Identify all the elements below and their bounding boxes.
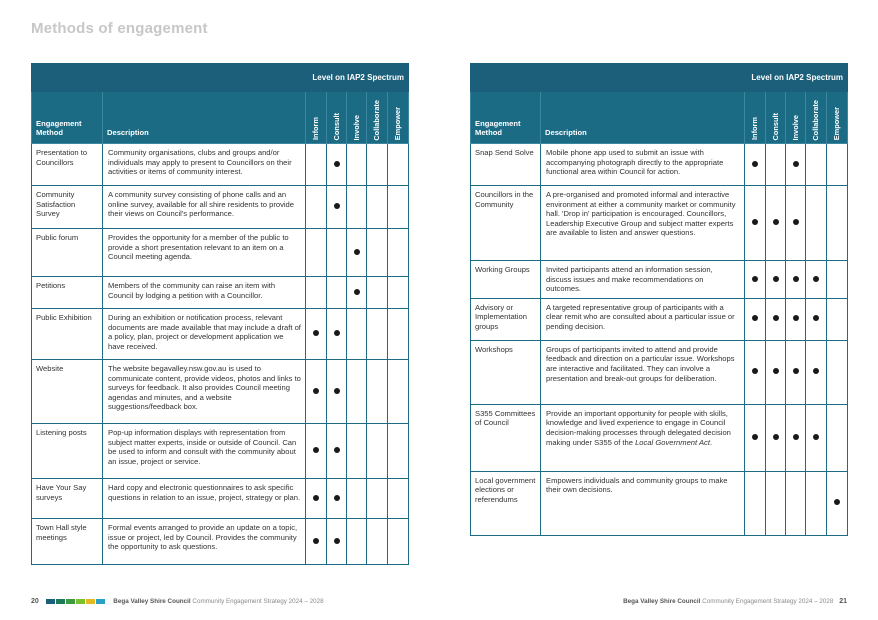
level-dot bbox=[313, 388, 319, 394]
consult-cell bbox=[327, 229, 347, 277]
collaborate-cell bbox=[367, 479, 388, 519]
inform-cell bbox=[306, 519, 327, 565]
involve-column-header: Involve bbox=[786, 92, 806, 144]
involve-cell bbox=[786, 340, 806, 404]
empower-cell bbox=[388, 186, 409, 229]
involve-cell bbox=[347, 309, 367, 360]
consult-cell bbox=[327, 144, 347, 186]
level-dot bbox=[313, 447, 319, 453]
empower-cell bbox=[388, 424, 409, 479]
collaborate-cell bbox=[806, 261, 827, 299]
description-cell: A pre-organised and promoted informal and interactive environment at either a community market or community hall. 'Drop in' participation is encouraged. Councillors, Leadership Executive Group and subject matter experts are available to listen and answer questions. bbox=[541, 186, 745, 261]
inform-cell bbox=[745, 186, 766, 261]
table-row bbox=[471, 340, 848, 404]
consult-cell bbox=[327, 519, 347, 565]
level-dot bbox=[793, 315, 799, 321]
description-cell: Community organisations, clubs and groups and/or individuals may apply to present to Councillors on their activities or items of community interest. bbox=[103, 144, 306, 186]
description-cell: Empowers individuals and community groups to make their own decisions. bbox=[541, 471, 745, 535]
consult-cell bbox=[327, 424, 347, 479]
method-cell: Website bbox=[32, 360, 103, 424]
empower-cell bbox=[388, 519, 409, 565]
method-cell: Snap Send Solve bbox=[471, 144, 541, 186]
inform-cell bbox=[306, 277, 327, 309]
level-dot bbox=[313, 495, 319, 501]
description-cell: Provide an important opportunity for people with skills, knowledge and lived experience to engage in Council decision-making processes through delegated decision making under S355 of the Local Government Act. bbox=[541, 404, 745, 471]
empower-cell bbox=[827, 404, 848, 471]
empower-cell bbox=[388, 277, 409, 309]
inform-cell bbox=[306, 424, 327, 479]
method-cell: Working Groups bbox=[471, 261, 541, 299]
level-dot bbox=[773, 315, 779, 321]
table-row bbox=[32, 277, 409, 309]
method-cell: Public Exhibition bbox=[32, 309, 103, 360]
description-cell: Mobile phone app used to submit an issue with accompanying photograph directly to the appropriate functional area within Council for action. bbox=[541, 144, 745, 186]
table-row bbox=[471, 471, 848, 535]
involve-cell bbox=[786, 186, 806, 261]
description-cell: Invited participants attend an information session, discuss issues and make recommendations on outcomes. bbox=[541, 261, 745, 299]
level-dot bbox=[313, 538, 319, 544]
collaborate-cell bbox=[806, 186, 827, 261]
collaborate-cell bbox=[367, 424, 388, 479]
involve-cell bbox=[347, 424, 367, 479]
color-bar bbox=[86, 599, 95, 604]
level-dot bbox=[752, 368, 758, 374]
involve-cell bbox=[786, 471, 806, 535]
involve-cell bbox=[786, 298, 806, 340]
consult-cell bbox=[766, 340, 786, 404]
collaborate-cell bbox=[367, 229, 388, 277]
level-dot bbox=[752, 434, 758, 440]
empower-cell bbox=[388, 144, 409, 186]
table-row bbox=[471, 186, 848, 261]
page-title: Methods of engagement bbox=[31, 20, 208, 37]
method-cell: Petitions bbox=[32, 277, 103, 309]
collaborate-cell bbox=[806, 144, 827, 186]
description-cell: Pop-up information displays with representation from subject matter experts, inside or outside of Council. Can be used to inform and consult with the community about an issue, project or service. bbox=[103, 424, 306, 479]
table-row bbox=[471, 144, 848, 186]
inform-cell bbox=[745, 471, 766, 535]
color-bar bbox=[56, 599, 65, 604]
footer-right bbox=[623, 598, 847, 605]
consult-column-header: Consult bbox=[766, 92, 786, 144]
consult-cell bbox=[766, 261, 786, 299]
involve-cell bbox=[347, 186, 367, 229]
description-cell: A targeted representative group of participants with a clear remit who are consulted about a particular issue or pending decision. bbox=[541, 298, 745, 340]
inform-cell bbox=[745, 298, 766, 340]
collaborate-cell bbox=[367, 360, 388, 424]
consult-cell bbox=[766, 404, 786, 471]
method-cell: Town Hall style meetings bbox=[32, 519, 103, 565]
consult-cell bbox=[766, 471, 786, 535]
empower-cell bbox=[827, 471, 848, 535]
collaborate-cell bbox=[367, 519, 388, 565]
level-dot bbox=[793, 434, 799, 440]
method-column-header: Engagement Method bbox=[32, 92, 103, 144]
consult-cell bbox=[327, 309, 347, 360]
level-dot bbox=[773, 434, 779, 440]
empower-cell bbox=[827, 186, 848, 261]
description-column-header: Description bbox=[541, 92, 745, 144]
table-row bbox=[32, 360, 409, 424]
collaborate-cell bbox=[806, 298, 827, 340]
engagement-table-right bbox=[470, 63, 848, 536]
doc-name: Community Engagement Strategy 2024 – 2028 bbox=[192, 598, 324, 606]
color-bar bbox=[66, 599, 75, 604]
level-dot bbox=[334, 203, 340, 209]
description-cell: The website begavalley.nsw.gov.au is used to communicate content, provide videos, photos and links to surveys for feedback. It also provides Council meeting agendas and minutes, and a website suggestions/feedback box. bbox=[103, 360, 306, 424]
color-bar bbox=[76, 599, 85, 604]
table-row bbox=[471, 298, 848, 340]
description-cell: Hard copy and electronic questionnaires to ask specific questions in relation to an issue, project, strategy or plan. bbox=[103, 479, 306, 519]
inform-cell bbox=[306, 229, 327, 277]
consult-cell bbox=[327, 360, 347, 424]
level-dot bbox=[334, 330, 340, 336]
spectrum-header: Level on IAP2 Spectrum bbox=[471, 64, 848, 92]
inform-cell bbox=[306, 479, 327, 519]
table-row bbox=[32, 186, 409, 229]
inform-column-header: Inform bbox=[745, 92, 766, 144]
method-cell: Workshops bbox=[471, 340, 541, 404]
level-dot bbox=[813, 368, 819, 374]
spectrum-header: Level on IAP2 Spectrum bbox=[32, 64, 409, 92]
level-dot bbox=[813, 315, 819, 321]
description-cell: Provides the opportunity for a member of the public to provide a short presentation relevant to an item on a Council meeting agenda. bbox=[103, 229, 306, 277]
empower-cell bbox=[827, 144, 848, 186]
table-row bbox=[32, 519, 409, 565]
collaborate-cell bbox=[806, 340, 827, 404]
level-dot bbox=[813, 276, 819, 282]
level-dot bbox=[334, 538, 340, 544]
level-dot bbox=[354, 289, 360, 295]
engagement-table-left bbox=[31, 63, 409, 565]
empower-cell bbox=[827, 298, 848, 340]
empower-cell bbox=[388, 309, 409, 360]
table-row bbox=[32, 229, 409, 277]
table-row bbox=[471, 404, 848, 471]
empower-cell bbox=[388, 479, 409, 519]
empower-cell bbox=[388, 360, 409, 424]
empower-column-header: Empower bbox=[827, 92, 848, 144]
collaborate-cell bbox=[367, 144, 388, 186]
method-cell: Advisory or Implementation groups bbox=[471, 298, 541, 340]
level-dot bbox=[834, 499, 840, 505]
collaborate-cell bbox=[806, 471, 827, 535]
level-dot bbox=[354, 249, 360, 255]
method-cell: Public forum bbox=[32, 229, 103, 277]
empower-cell bbox=[827, 261, 848, 299]
empower-cell bbox=[827, 340, 848, 404]
involve-cell bbox=[347, 277, 367, 309]
method-column-header: Engagement Method bbox=[471, 92, 541, 144]
consult-cell bbox=[766, 186, 786, 261]
consult-cell bbox=[327, 479, 347, 519]
involve-cell bbox=[786, 261, 806, 299]
involve-cell bbox=[347, 360, 367, 424]
involve-cell bbox=[347, 144, 367, 186]
consult-cell bbox=[766, 144, 786, 186]
inform-cell bbox=[745, 404, 766, 471]
consult-cell bbox=[327, 277, 347, 309]
inform-cell bbox=[745, 340, 766, 404]
level-dot bbox=[793, 276, 799, 282]
table-row bbox=[32, 479, 409, 519]
org-name: Bega Valley Shire Council bbox=[623, 598, 701, 605]
description-cell: Groups of participants invited to attend and provide feedback and direction on a particular issue. Workshops are interactive and facilitated. They can involve a presentation and break-out groups for deliberation. bbox=[541, 340, 745, 404]
level-dot bbox=[793, 368, 799, 374]
page-number: 20 bbox=[31, 598, 39, 606]
description-cell: Formal events arranged to provide an update on a topic, issue or project, led by Council. Provides the community the opportunity to ask questions. bbox=[103, 519, 306, 565]
table-row bbox=[471, 261, 848, 299]
level-dot bbox=[773, 368, 779, 374]
empower-cell bbox=[388, 229, 409, 277]
method-cell: S355 Committees of Council bbox=[471, 404, 541, 471]
consult-cell bbox=[327, 186, 347, 229]
org-name: Bega Valley Shire Council bbox=[113, 598, 191, 606]
level-dot bbox=[334, 447, 340, 453]
inform-cell bbox=[306, 360, 327, 424]
consult-column-header: Consult bbox=[327, 92, 347, 144]
doc-name: Community Engagement Strategy 2024 – 2028 bbox=[702, 598, 834, 605]
collaborate-column-header: Collaborate bbox=[367, 92, 388, 144]
level-dot bbox=[793, 219, 799, 225]
involve-cell bbox=[786, 144, 806, 186]
table-row bbox=[32, 309, 409, 360]
level-dot bbox=[334, 388, 340, 394]
description-cell: A community survey consisting of phone calls and an online survey, available for all shire residents to provide their views on Council's performance. bbox=[103, 186, 306, 229]
level-dot bbox=[813, 434, 819, 440]
collaborate-column-header: Collaborate bbox=[806, 92, 827, 144]
involve-cell bbox=[786, 404, 806, 471]
level-dot bbox=[752, 161, 758, 167]
level-dot bbox=[752, 276, 758, 282]
level-dot bbox=[752, 315, 758, 321]
inform-cell bbox=[745, 144, 766, 186]
description-cell: During an exhibition or notification process, relevant documents are made available that may include a draft of a policy, plan, project or development application we have received. bbox=[103, 309, 306, 360]
level-dot bbox=[793, 161, 799, 167]
involve-cell bbox=[347, 519, 367, 565]
method-cell: Local government elections or referendums bbox=[471, 471, 541, 535]
level-dot bbox=[752, 219, 758, 225]
color-bar bbox=[96, 599, 105, 604]
method-cell: Listening posts bbox=[32, 424, 103, 479]
method-cell: Councillors in the Community bbox=[471, 186, 541, 261]
method-cell: Have Your Say surveys bbox=[32, 479, 103, 519]
collaborate-cell bbox=[367, 309, 388, 360]
color-bars bbox=[46, 598, 106, 605]
color-bar bbox=[46, 599, 55, 604]
collaborate-cell bbox=[806, 404, 827, 471]
description-column-header: Description bbox=[103, 92, 306, 144]
level-dot bbox=[334, 495, 340, 501]
table-row bbox=[32, 424, 409, 479]
inform-cell bbox=[745, 261, 766, 299]
footer-left bbox=[31, 598, 324, 605]
empower-column-header: Empower bbox=[388, 92, 409, 144]
inform-cell bbox=[306, 186, 327, 229]
level-dot bbox=[773, 219, 779, 225]
description-cell: Members of the community can raise an item with Council by lodging a petition with a Councillor. bbox=[103, 277, 306, 309]
table-row bbox=[32, 144, 409, 186]
level-dot bbox=[334, 161, 340, 167]
consult-cell bbox=[766, 298, 786, 340]
method-cell: Presentation to Councillors bbox=[32, 144, 103, 186]
inform-column-header: Inform bbox=[306, 92, 327, 144]
page-number: 21 bbox=[839, 598, 847, 605]
involve-cell bbox=[347, 479, 367, 519]
inform-cell bbox=[306, 309, 327, 360]
level-dot bbox=[773, 276, 779, 282]
method-cell: Community Satisfaction Survey bbox=[32, 186, 103, 229]
level-dot bbox=[313, 330, 319, 336]
collaborate-cell bbox=[367, 186, 388, 229]
collaborate-cell bbox=[367, 277, 388, 309]
inform-cell bbox=[306, 144, 327, 186]
involve-cell bbox=[347, 229, 367, 277]
involve-column-header: Involve bbox=[347, 92, 367, 144]
